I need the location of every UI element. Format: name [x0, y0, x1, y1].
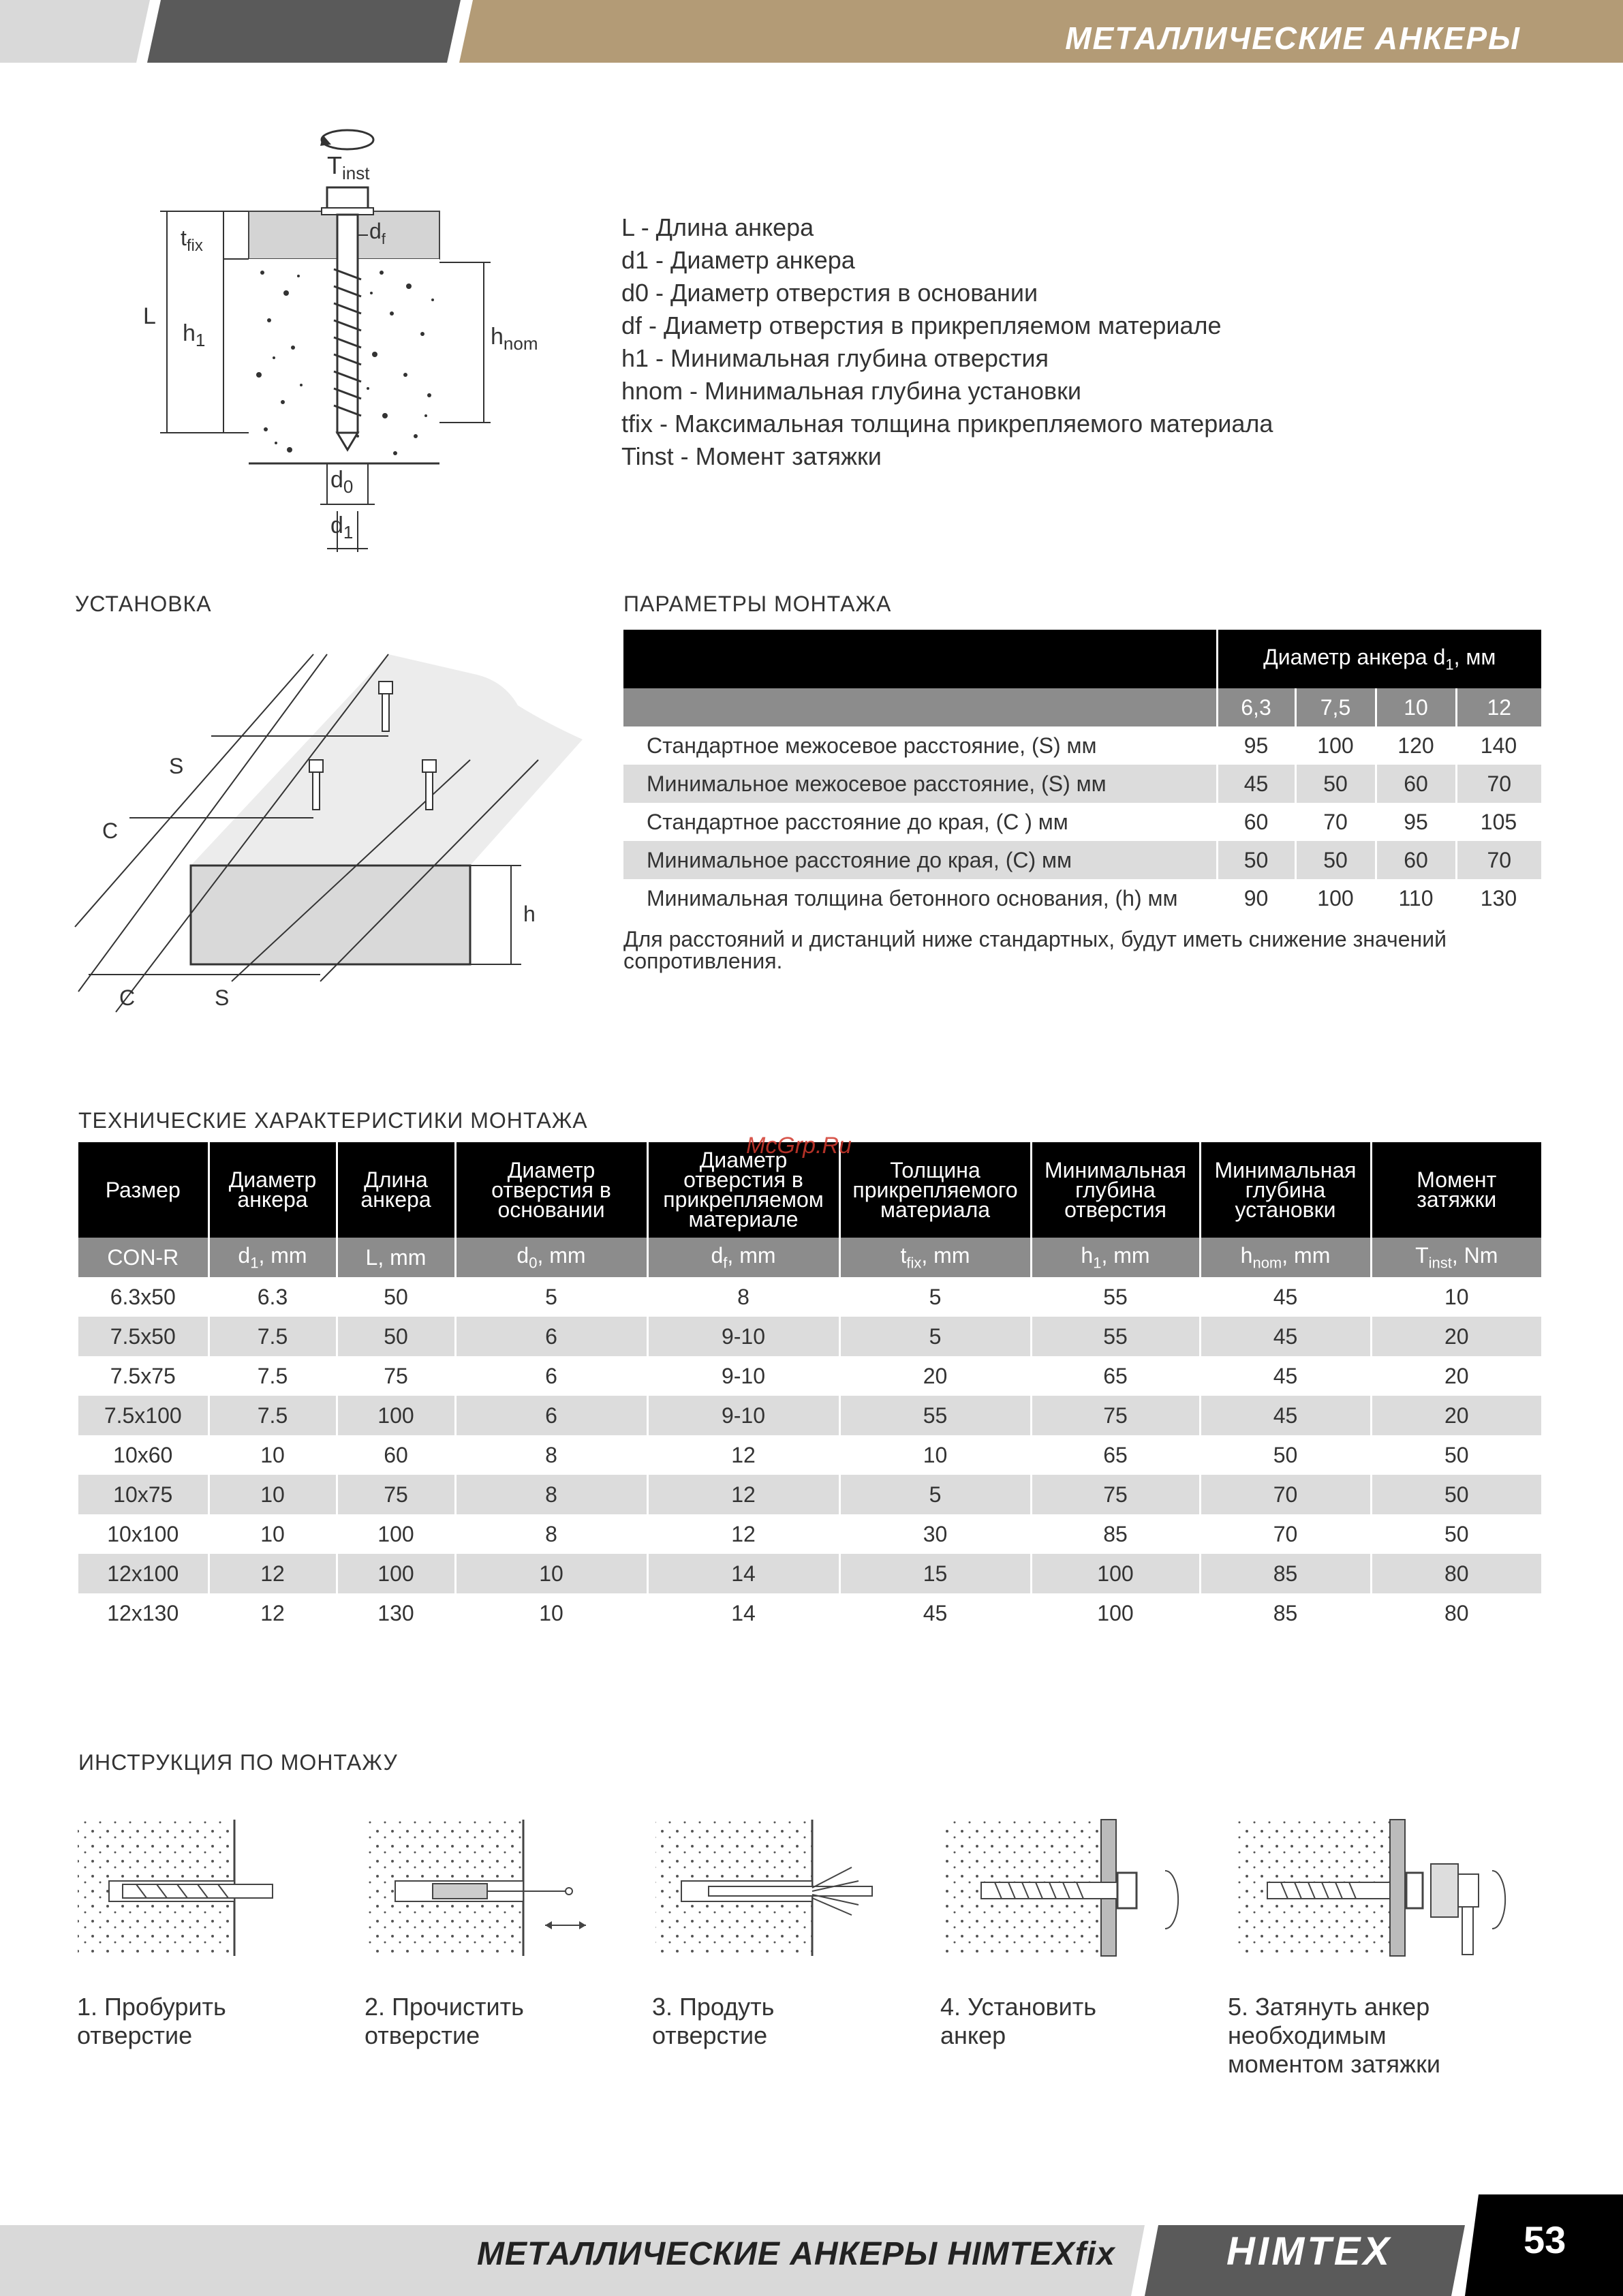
params-row: Стандартное расстояние до края, (С ) мм 60 70 95 105 [647, 809, 1517, 834]
step2-brush-icon [367, 1820, 586, 1956]
table-cell: 50 [1371, 1435, 1541, 1475]
params-row: Минимальная толщина бетонного основания, (h) мм 90 100 110 130 [647, 885, 1517, 910]
tech-header: Диаметр отверстия в прикрепляемом материале [647, 1142, 839, 1238]
table-cell: 12x130 [107, 1600, 179, 1625]
installation-title: УСТАНОВКА [75, 592, 212, 616]
table-cell: 100 [1031, 1554, 1200, 1593]
table-cell: 65 [1031, 1356, 1200, 1396]
table-row [78, 1277, 1541, 1317]
svg-text:h1: $h_1$ [183, 320, 206, 350]
instruction-step: 1. Пробурить отверстие [77, 1993, 226, 2049]
table-cell: 8 [455, 1475, 647, 1514]
table-cell: 85 [1200, 1554, 1371, 1593]
tech-header: Размер [78, 1142, 208, 1238]
tech-title: ТЕХНИЧЕСКИЕ ХАРАКТЕРИСТИКИ МОНТАЖА [78, 1108, 588, 1133]
install-label-c1: C [102, 818, 119, 843]
legend-item: d0 - Диаметр отверстия в основании [621, 279, 1038, 307]
legend-item: d1 - Диаметр анкера [621, 246, 855, 274]
table-cell: 10 [455, 1554, 647, 1593]
table-cell: 55 [1031, 1317, 1200, 1356]
tech-header: Минимальная глубина установки [1200, 1142, 1371, 1238]
table-cell: 30 [839, 1514, 1031, 1554]
table-row [78, 1593, 1541, 1633]
label-df: d [369, 219, 382, 243]
table-cell: 10 [208, 1435, 337, 1475]
instruction-step: 3. Продуть отверстие [652, 1993, 775, 2049]
table-cell: 45 [1200, 1317, 1371, 1356]
table-cell: 75 [337, 1356, 455, 1396]
legend-item: L - Длина анкера [621, 213, 814, 241]
tech-header: Длина анкера [337, 1142, 455, 1238]
tech-header: Диаметр анкера [208, 1142, 337, 1238]
diameter-header: 7,5 [1295, 688, 1376, 726]
page-number: 53 [1524, 2218, 1566, 2261]
legend-item: tfix - Максимальная толщина прикрепляемого материала [621, 410, 1273, 438]
header-title: МЕТАЛЛИЧЕСКИЕ АНКЕРЫ [1065, 20, 1521, 56]
installation-diagram [68, 641, 586, 1022]
table-cell: 12 [647, 1475, 839, 1514]
tech-unit: $T_{inst}$, Nm [1371, 1238, 1541, 1277]
table-cell: 85 [1200, 1593, 1371, 1633]
table-cell: 75 [337, 1475, 455, 1514]
install-label-c2: C [119, 985, 136, 1010]
brand-logo: HIMTEX [1226, 2229, 1393, 2274]
table-cell: 7.5 [208, 1356, 337, 1396]
table-cell: 7.5x50 [78, 1317, 208, 1356]
tech-unit: $t_{fix}$, mm [839, 1238, 1031, 1277]
table-cell: 80 [1371, 1593, 1541, 1633]
table-cell: 7.5x100 [78, 1396, 208, 1435]
table-cell: 50 [1371, 1475, 1541, 1514]
instruction-step: 5. Затянуть анкер необходимым моментом затяжки [1228, 1993, 1440, 2078]
table-cell: 10x75 [78, 1475, 208, 1514]
table-cell: 8 [455, 1514, 647, 1554]
params-row: Минимальное расстояние до края, (С) мм 50 50 60 70 [623, 841, 1541, 879]
tech-header: Толщина прикрепляемого материала [839, 1142, 1031, 1238]
table-cell: 10 [208, 1475, 337, 1514]
table-cell: 130 [337, 1593, 455, 1633]
legend-item: h1 - Минимальная глубина отверстия [621, 344, 1049, 372]
tech-header: Диаметр отверстия в основании [455, 1142, 647, 1238]
svg-text:d1: $d_1$ [330, 512, 354, 542]
table-cell: 10x60 [113, 1442, 173, 1467]
table-cell: 12 [208, 1554, 337, 1593]
table-cell: 45 [1200, 1277, 1371, 1317]
table-cell: 8 [647, 1277, 839, 1317]
table-cell: 50 [1200, 1435, 1371, 1475]
table-row [78, 1554, 1541, 1593]
table-cell: 45 [839, 1593, 1031, 1633]
tech-unit: $h_1$, mm [1031, 1238, 1200, 1277]
table-cell: 65 [1031, 1435, 1200, 1475]
params-table [623, 630, 1541, 917]
table-cell: 6.3 [208, 1277, 337, 1317]
table-cell: 6.3x50 [110, 1284, 176, 1309]
table-cell: 12 [647, 1435, 839, 1475]
install-label-h: h [523, 902, 536, 926]
table-cell: 60 [337, 1435, 455, 1475]
legend-item: hnom - Минимальная глубина установки [621, 377, 1082, 405]
params-title: ПАРАМЕТРЫ МОНТАЖА [623, 592, 892, 616]
table-row [78, 1396, 1541, 1435]
table-cell: 6 [455, 1356, 647, 1396]
instructions-title: ИНСТРУКЦИЯ ПО МОНТАЖУ [78, 1750, 398, 1775]
step4-install-icon [944, 1820, 1178, 1956]
label-h1: h [183, 320, 196, 346]
step5-torque-icon [1233, 1820, 1505, 1956]
table-cell: 14 [647, 1593, 839, 1633]
svg-text:Tinst: $T_{inst}$ [327, 151, 370, 183]
table-cell: 7.5 [208, 1396, 337, 1435]
table-cell: 75 [1031, 1475, 1200, 1514]
table-cell: 85 [1031, 1514, 1200, 1554]
table-cell: 100 [337, 1554, 455, 1593]
table-cell: 9-10 [647, 1317, 839, 1356]
legend-item: Tinst - Момент затяжки [621, 442, 882, 470]
table-cell: 5 [839, 1317, 1031, 1356]
table-cell: 80 [1371, 1554, 1541, 1593]
tech-unit: CON-R [78, 1238, 208, 1277]
table-cell: 5 [839, 1475, 1031, 1514]
table-row [78, 1475, 1541, 1514]
params-note: Для расстояний и дистанций ниже стандартных, будут иметь снижение значений сопротивления. [623, 927, 1447, 973]
table-cell: 20 [1371, 1396, 1541, 1435]
table-cell: 100 [337, 1396, 455, 1435]
table-cell: 100 [337, 1514, 455, 1554]
table-cell: 55 [1031, 1277, 1200, 1317]
table-cell: 75 [1031, 1396, 1200, 1435]
table-cell: 70 [1200, 1475, 1371, 1514]
table-cell: 12 [208, 1593, 337, 1633]
svg-text:d0: $d_0$ [330, 467, 354, 497]
table-cell: 50 [1371, 1514, 1541, 1554]
table-cell: 10 [455, 1593, 647, 1633]
legend-list [621, 211, 1273, 473]
table-cell: 45 [1200, 1396, 1371, 1435]
table-cell: 20 [839, 1356, 1031, 1396]
label-d0: d [330, 467, 343, 493]
table-row [78, 1514, 1541, 1554]
table-row [78, 1356, 1541, 1396]
table-cell: 50 [337, 1277, 455, 1317]
legend-item: df - Диаметр отверстия в прикрепляемом материале [621, 311, 1222, 339]
label-d1: d [330, 512, 343, 538]
instruction-step: 4. Установить анкер [940, 1993, 1096, 2049]
params-sub-blank [623, 688, 1217, 726]
watermark: McGrp.Ru [746, 1133, 852, 1159]
tech-header: Момент затяжки [1371, 1142, 1541, 1238]
tech-header: Минимальная глубина отверстия [1031, 1142, 1200, 1238]
params-header-blank [623, 630, 1217, 688]
table-cell: 100 [1031, 1593, 1200, 1633]
footer-title: МЕТАЛЛИЧЕСКИЕ АНКЕРЫ HIMTEXfix [477, 2236, 1115, 2272]
table-cell: 9-10 [647, 1356, 839, 1396]
table-cell: 7.5 [208, 1317, 337, 1356]
diameter-header: 12 [1456, 688, 1541, 726]
label-tinst: T [327, 151, 342, 179]
tech-unit: $d_1$, mm [208, 1238, 337, 1277]
table-cell: 6 [455, 1396, 647, 1435]
table-cell: 15 [839, 1554, 1031, 1593]
table-cell: 14 [647, 1554, 839, 1593]
tech-table [78, 1142, 1541, 1633]
table-cell: 20 [1371, 1356, 1541, 1396]
table-cell: 50 [337, 1317, 455, 1356]
table-cell: 10 [1371, 1277, 1541, 1317]
table-cell: 6 [455, 1317, 647, 1356]
tech-unit: L, mm [337, 1238, 455, 1277]
table-cell: 9-10 [647, 1396, 839, 1435]
svg-text:tfix: $t_{fix}$ [181, 226, 203, 255]
instruction-step: 2. Прочистить отверстие [365, 1993, 524, 2049]
step1-drill-icon [78, 1820, 273, 1956]
table-cell: 10 [208, 1514, 337, 1554]
svg-text:df: $d_f$ [369, 219, 386, 247]
label-hnom: h [491, 324, 504, 350]
install-label-s2: S [215, 985, 230, 1010]
install-label-s1: S [169, 754, 184, 778]
table-cell: 5 [839, 1277, 1031, 1317]
anchor-dimension-diagram [123, 116, 586, 566]
table-cell: 5 [455, 1277, 647, 1317]
diameter-header: 6,3 [1217, 688, 1295, 726]
tech-unit: $d_0$, mm [455, 1238, 647, 1277]
params-header: Диаметр анкера $d_1$, мм [1217, 630, 1541, 688]
diameter-header: 10 [1376, 688, 1456, 726]
tech-unit: $h_{nom}$, mm [1200, 1238, 1371, 1277]
table-cell: 10x100 [107, 1521, 179, 1546]
table-cell: 12 [647, 1514, 839, 1554]
table-cell: 70 [1200, 1514, 1371, 1554]
table-cell: 12x100 [78, 1554, 208, 1593]
step3-blow-icon [655, 1820, 872, 1956]
table-cell: 55 [839, 1396, 1031, 1435]
table-cell: 20 [1371, 1317, 1541, 1356]
table-row [78, 1435, 1541, 1475]
table-cell: 45 [1200, 1356, 1371, 1396]
svg-text:hnom: $h_{nom}$ [491, 324, 538, 354]
table-row [78, 1317, 1541, 1356]
params-row: Минимальное межосевое расстояние, (S) мм 45 50 60 70 [623, 765, 1541, 803]
instruction-illustrations [75, 1813, 1547, 1970]
table-cell: 10 [839, 1435, 1031, 1475]
label-L: L [143, 303, 156, 329]
params-row: Стандартное межосевое расстояние, (S) мм 95 100 120 140 [647, 733, 1517, 758]
tech-unit: $d_f$, mm [647, 1238, 839, 1277]
label-tfix: t [181, 226, 187, 250]
table-cell: 8 [455, 1435, 647, 1475]
table-cell: 7.5x75 [110, 1363, 176, 1388]
